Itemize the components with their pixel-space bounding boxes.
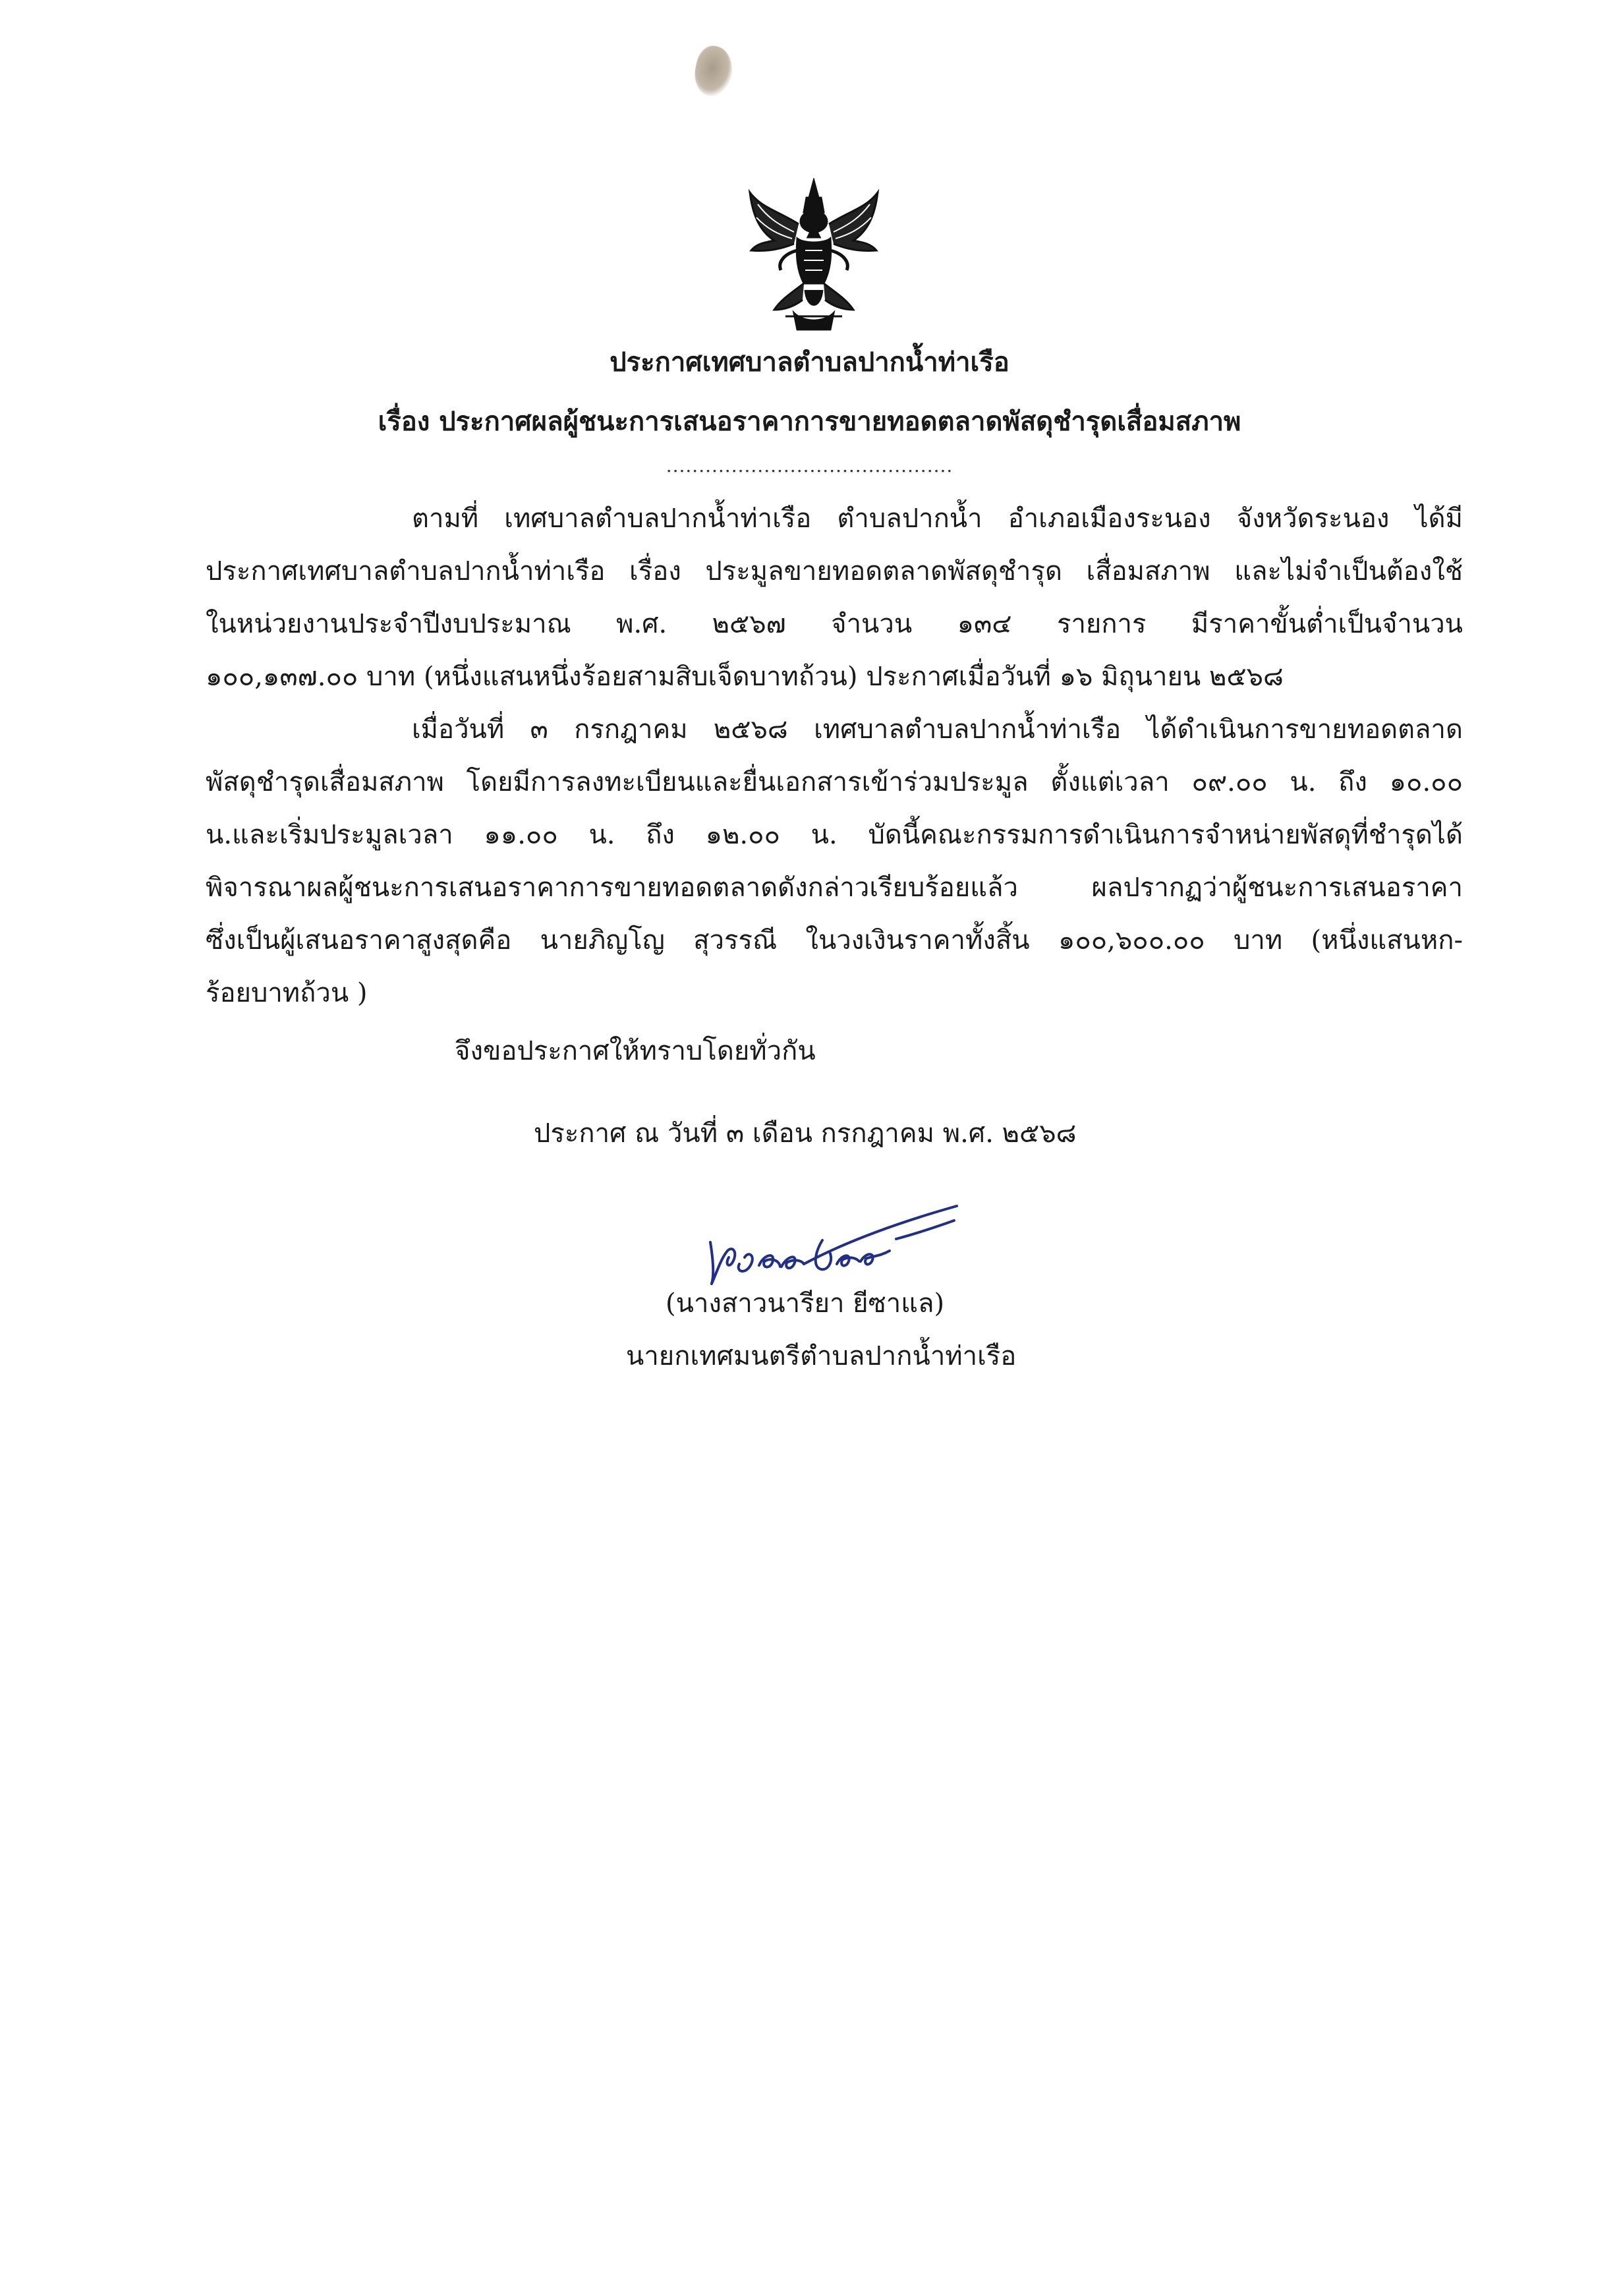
paragraph-2-line-5: ซึ่งเป็นผู้เสนอราคาสูงสุดคือ นายภิญโญ สุวรรณี ในวงเงินราคาทั้งสิ้น ๑๐๐,๖๐๐.๐๐ บาท (หนึ่งแสนหก- [206,925,1463,956]
paragraph-2-line-2: พัสดุชำรุดเสื่อมสภาพ โดยมีการลงทะเบียนและยื่นเอกสารเข้าร่วมประมูล ตั้งแต่เวลา ๐๙.๐๐ น. ถึง ๑๐.๐๐ [206,767,1463,797]
signatory-position: นายกเทศมนตรีตำบลปากน้ำท่าเรือ [626,1341,1017,1371]
paragraph-1-line-4: ๑๐๐,๑๓๗.๐๐ บาท (หนึ่งแสนหนึ่งร้อยสามสิบเจ็ดบาทถ้วน) ประกาศเมื่อวันที่ ๑๖ มิถุนายน ๒๕๖๘ [206,662,1284,692]
handwritten-signature [698,1180,962,1292]
paragraph-2-line-6: ร้อยบาทถ้วน ) [206,978,368,1008]
paragraph-1-line-3: ในหน่วยงานประจำปีงบประมาณ พ.ศ. ๒๕๖๗ จำนวน ๑๓๔ รายการ มีราคาขั้นต่ำเป็นจำนวน [206,609,1463,639]
garuda-emblem-icon [745,178,883,333]
paragraph-2-line-1: เมื่อวันที่ ๓ กรกฎาคม ๒๕๖๘ เทศบาลตำบลปากน้ำท่าเรือ ได้ดำเนินการขายทอดตลาด [412,714,1463,745]
paper-smudge [691,43,737,100]
signatory-name: (นางสาวนารียา ยีซาแล) [666,1288,945,1319]
announcement-subject: เรื่อง ประกาศผลผู้ชนะการเสนอราคาการขายทอดตลาดพัสดุชำรุดเสื่อมสภาพ [378,406,1241,437]
paragraph-1-line-2: ประกาศเทศบาลตำบลปากน้ำท่าเรือ เรื่อง ประมูลขายทอดตลาดพัสดุชำรุด เสื่อมสภาพ และไม่จำเป็นต้องใช้ [206,556,1463,587]
paragraph-2-line-3: น.และเริ่มประมูลเวลา ๑๑.๐๐ น. ถึง ๑๒.๐๐ น. บัดนี้คณะกรรมการดำเนินการจำหน่ายพัสดุที่ชำรุดได้ [206,820,1463,850]
paragraph-1-line-1: ตามที่ เทศบาลตำบลปากน้ำท่าเรือ ตำบลปากน้ำ อำเภอเมืองระนอง จังหวัดระนอง ได้มี [412,503,1463,534]
paragraph-2-line-4: พิจารณาผลผู้ชนะการเสนอราคาการขายทอดตลาดดังกล่าวเรียบร้อยแล้ว ผลปรากฏว่าผู้ชนะการเสนอราคา [206,873,1463,903]
closing-statement: จึงขอประกาศให้ทราบโดยทั่วกัน [455,1036,816,1066]
separator-line: ............................................ [666,455,953,476]
announcement-date: ประกาศ ณ วันที่ ๓ เดือน กรกฎาคม พ.ศ. ๒๕๖๘ [534,1118,1077,1149]
announcement-issuer: ประกาศเทศบาลตำบลปากน้ำท่าเรือ [610,347,1009,378]
